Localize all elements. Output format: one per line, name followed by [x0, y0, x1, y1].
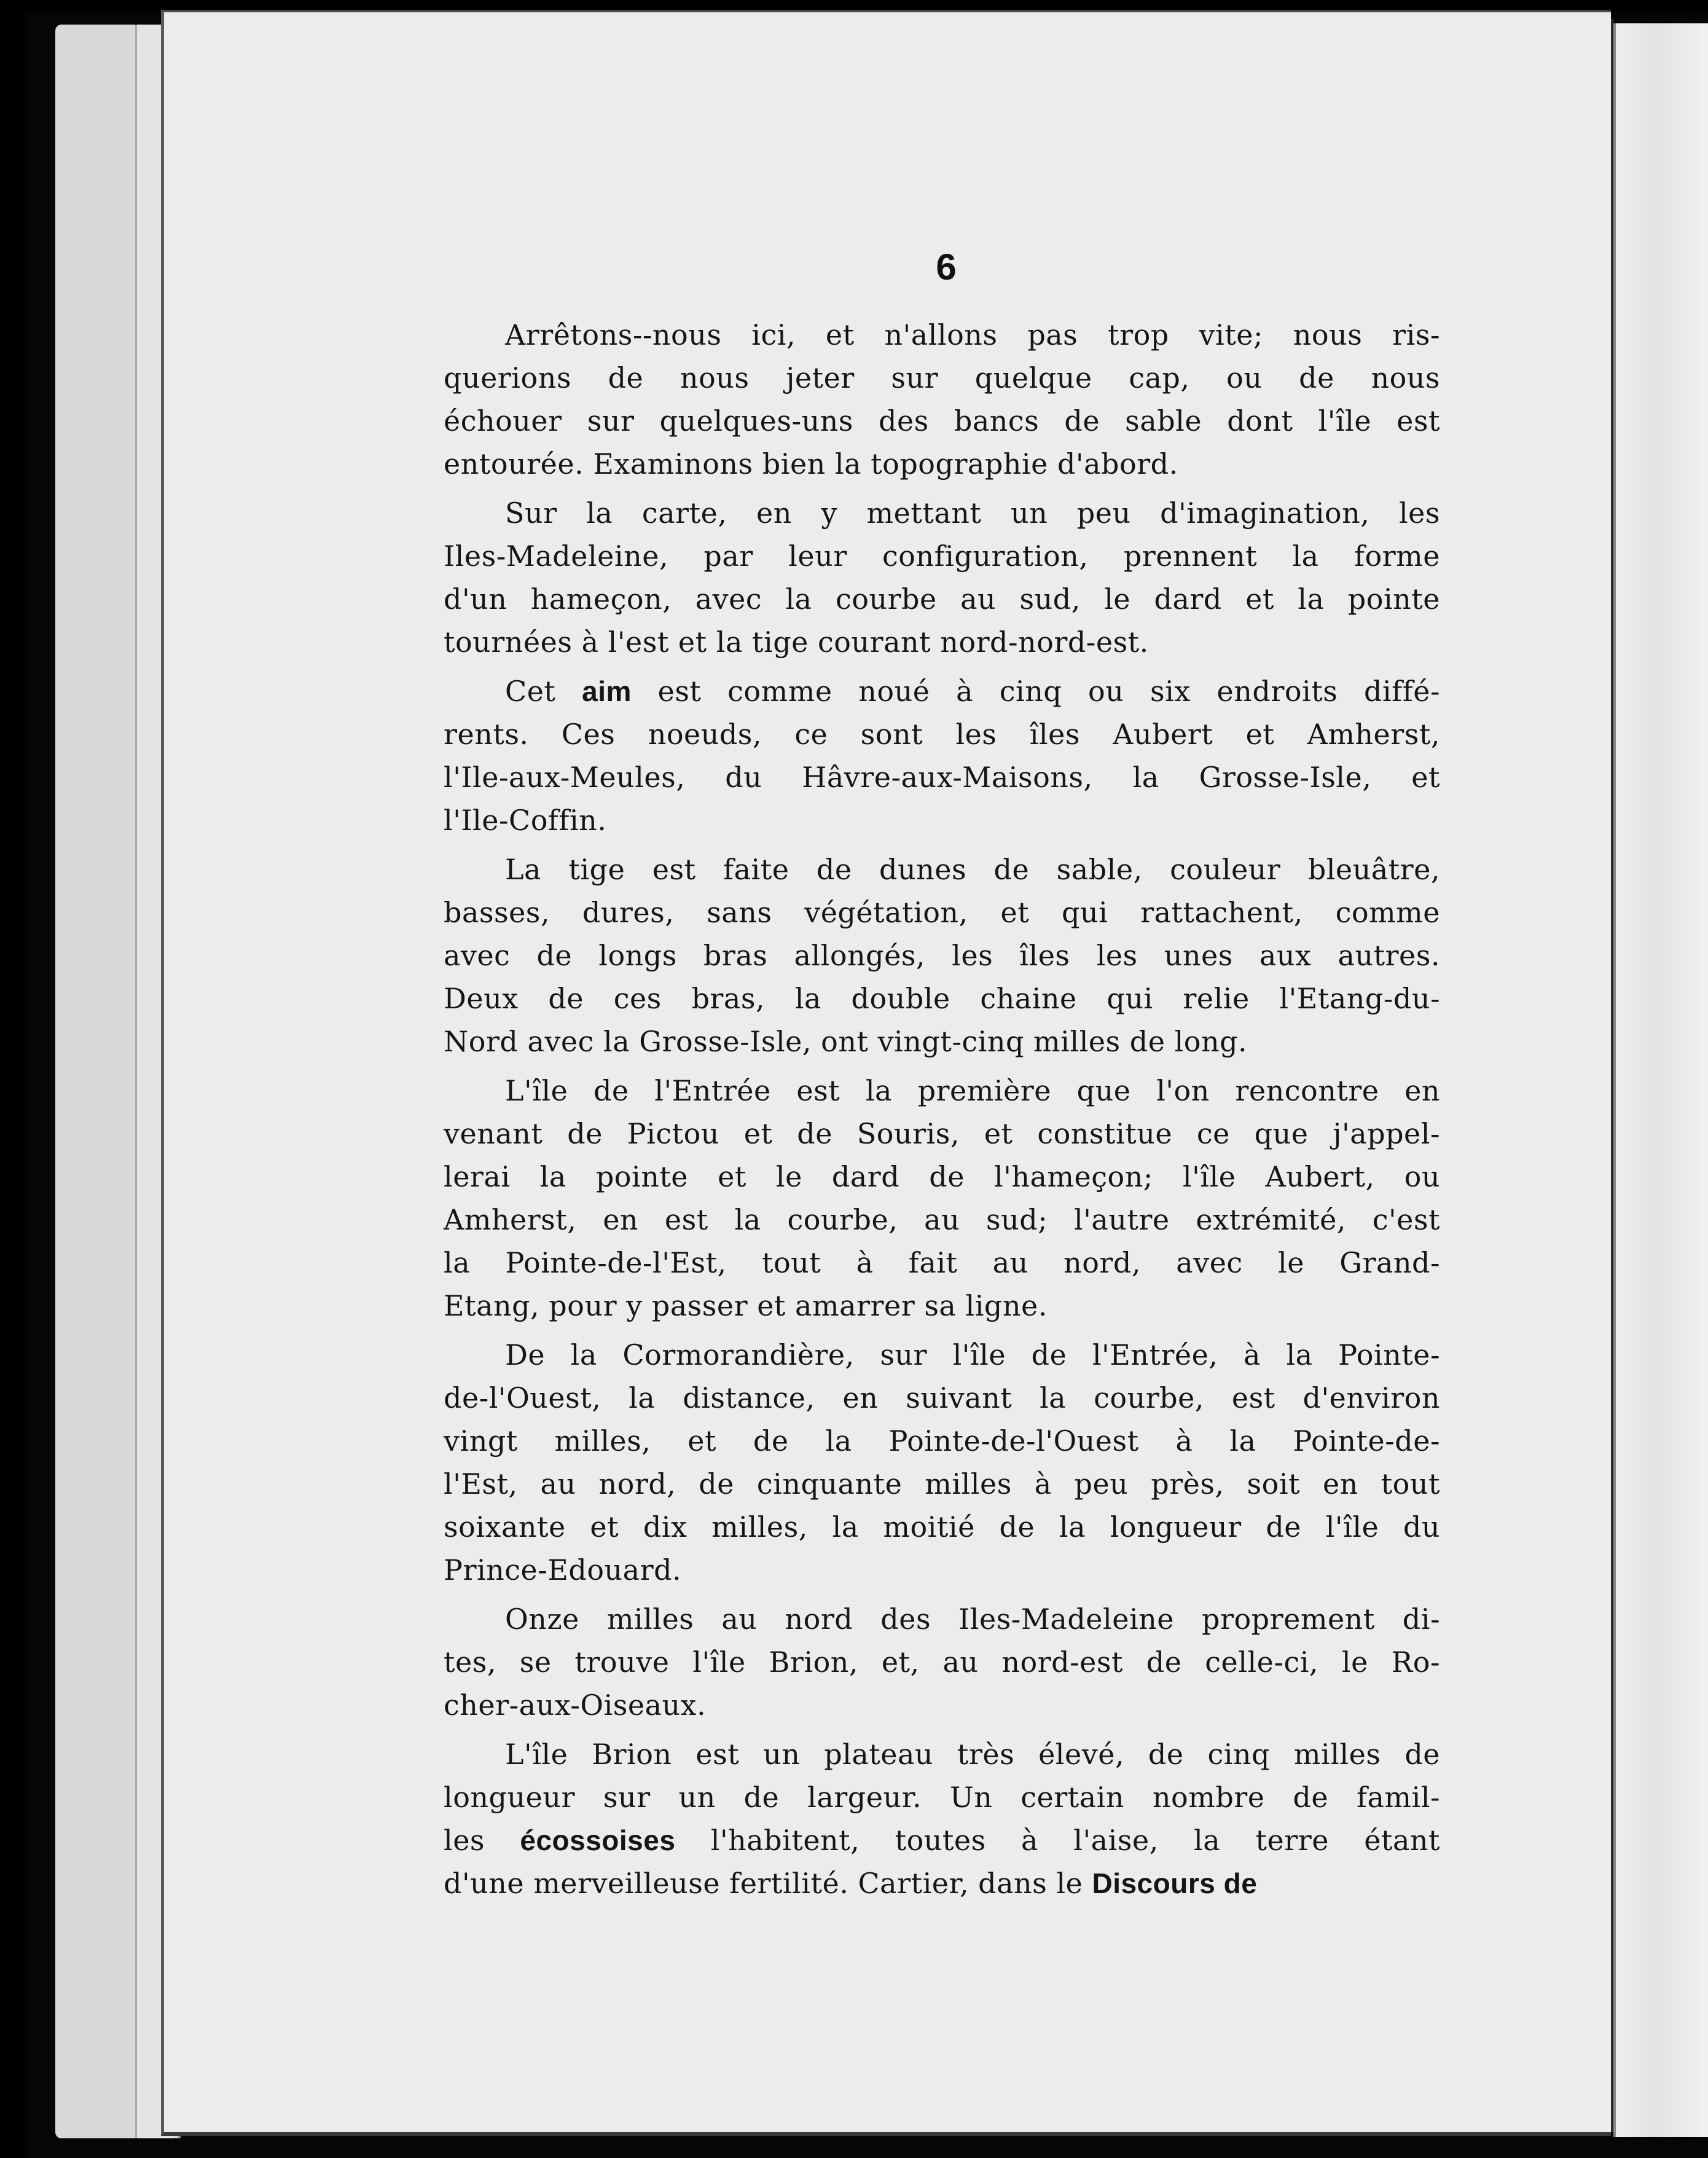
text-line — [444, 621, 1440, 664]
text-line — [444, 1505, 1440, 1548]
text-segment: rents. Ces noeuds, ce sont les îles Aubert et Amherst, — [444, 718, 1440, 751]
text-segment: d'un hameçon, avec la courbe au sud, le dard et la pointe — [444, 583, 1440, 616]
text-segment: Prince-Edouard. — [444, 1553, 682, 1587]
text-line — [444, 1548, 1440, 1591]
text-line — [444, 1462, 1440, 1505]
text-line — [444, 1862, 1440, 1905]
paragraph — [444, 1069, 1440, 1327]
text-line — [444, 1198, 1440, 1241]
text-line — [444, 848, 1440, 891]
text-segment: l'Ile-aux-Meules, du Hâvre-aux-Maisons, la Grosse-Isle, et — [444, 761, 1440, 794]
bold-term: écossoises — [520, 1824, 676, 1856]
text-line — [444, 1598, 1440, 1641]
text-line — [444, 1419, 1440, 1462]
text-segment: venant de Pictou et de Souris, et constitue ce que j'appel- — [444, 1117, 1440, 1150]
text-line — [444, 535, 1440, 578]
text-segment: La tige est faite de dunes de sable, couleur bleuâtre, — [505, 853, 1440, 886]
text-segment: Etang, pour y passer et amarrer sa ligne. — [444, 1289, 1048, 1322]
text-line — [444, 1069, 1440, 1112]
text-line — [444, 1112, 1440, 1155]
text-line — [444, 578, 1440, 621]
text-line — [444, 713, 1440, 756]
bold-term: Discours de — [1092, 1867, 1258, 1899]
text-line — [444, 1155, 1440, 1198]
text-line — [444, 756, 1440, 799]
text-segment: l'Est, au nord, de cinquante milles à peu près, soit en tout — [444, 1467, 1440, 1501]
text-line — [444, 1684, 1440, 1727]
text-segment: vingt milles, et de la Pointe-de-l'Ouest à la Pointe-de- — [444, 1424, 1440, 1458]
text-segment: Onze milles au nord des Iles-Madeleine proprement di- — [505, 1603, 1440, 1636]
text-segment: tournées à l'est et la tige courant nord-nord-est. — [444, 626, 1149, 659]
text-line — [444, 1641, 1440, 1684]
text-segment: querions de nous jeter sur quelque cap, ou de nous — [444, 361, 1440, 394]
paragraph — [444, 1733, 1440, 1905]
text-segment: échouer sur quelques-uns des bancs de sable dont l'île est — [444, 404, 1440, 437]
text-segment: les — [444, 1824, 520, 1857]
text-segment: est comme noué à cinq ou six endroits diffé- — [631, 675, 1441, 708]
text-segment: longueur sur un de largeur. Un certain nombre de famil- — [444, 1781, 1440, 1814]
paragraph — [444, 492, 1440, 664]
text-segment: Amherst, en est la courbe, au sud; l'autre extrémité, c'est — [444, 1203, 1440, 1236]
text-line — [444, 1241, 1440, 1284]
text-segment: Arrêtons--nous ici, et n'allons pas trop vite; nous ris- — [505, 318, 1440, 351]
text-line — [444, 799, 1440, 842]
text-segment: l'Ile-Coffin. — [444, 804, 607, 837]
text-line — [444, 1376, 1440, 1419]
text-line — [444, 313, 1440, 356]
text-segment: entourée. Examinons bien la topographie d'abord. — [444, 447, 1178, 481]
text-line — [444, 934, 1440, 977]
text-segment: d'une merveilleuse fertilité. Cartier, dans le — [444, 1867, 1092, 1900]
body-text — [444, 313, 1440, 1905]
text-line — [444, 1333, 1440, 1376]
text-segment: cher-aux-Oiseaux. — [444, 1689, 707, 1722]
text-line — [444, 891, 1440, 934]
bold-term: aim — [582, 675, 632, 707]
text-line — [444, 1819, 1440, 1862]
text-line — [444, 442, 1440, 485]
page-number: 6 — [936, 246, 957, 288]
text-segment: lerai la pointe et le dard de l'hameçon; l'île Aubert, ou — [444, 1160, 1440, 1193]
paragraph — [444, 1333, 1440, 1591]
text-segment: de-l'Ouest, la distance, en suivant la courbe, est d'environ — [444, 1381, 1440, 1414]
text-segment: L'île Brion est un plateau très élevé, de cinq milles de — [505, 1738, 1440, 1771]
text-segment: la Pointe-de-l'Est, tout à fait au nord, avec le Grand- — [444, 1246, 1440, 1279]
text-line — [444, 977, 1440, 1020]
paragraph — [444, 670, 1440, 842]
paragraph — [444, 848, 1440, 1063]
paragraph — [444, 1598, 1440, 1727]
text-segment: Cet — [505, 675, 582, 708]
text-line — [444, 1284, 1440, 1327]
text-line — [444, 1733, 1440, 1776]
text-segment: soixante et dix milles, la moitié de la longueur de l'île du — [444, 1510, 1440, 1544]
right-page-stack — [1613, 23, 1708, 2137]
paragraph — [444, 313, 1440, 485]
text-line — [444, 399, 1440, 442]
text-line — [444, 356, 1440, 399]
text-line — [444, 492, 1440, 535]
text-line — [444, 1776, 1440, 1819]
text-segment: Nord avec la Grosse-Isle, ont vingt-cinq milles de long. — [444, 1025, 1248, 1058]
text-segment: Iles-Madeleine, par leur configuration, prennent la forme — [444, 540, 1440, 573]
text-segment: Sur la carte, en y mettant un peu d'imagination, les — [505, 496, 1440, 530]
text-segment: basses, dures, sans végétation, et qui rattachent, comme — [444, 896, 1440, 929]
text-segment: L'île de l'Entrée est la première que l'on rencontre en — [505, 1074, 1440, 1107]
text-line — [444, 1020, 1440, 1063]
text-segment: avec de longs bras allongés, les îles les unes aux autres. — [444, 939, 1440, 972]
text-segment: De la Cormorandière, sur l'île de l'Entrée, à la Pointe- — [505, 1338, 1440, 1371]
text-segment: Deux de ces bras, la double chaine qui relie l'Etang-du- — [444, 982, 1440, 1015]
text-segment: tes, se trouve l'île Brion, et, au nord-est de celle-ci, le Ro- — [444, 1646, 1440, 1679]
text-segment: l'habitent, toutes à l'aise, la terre étant — [675, 1824, 1440, 1857]
text-line — [444, 670, 1440, 713]
